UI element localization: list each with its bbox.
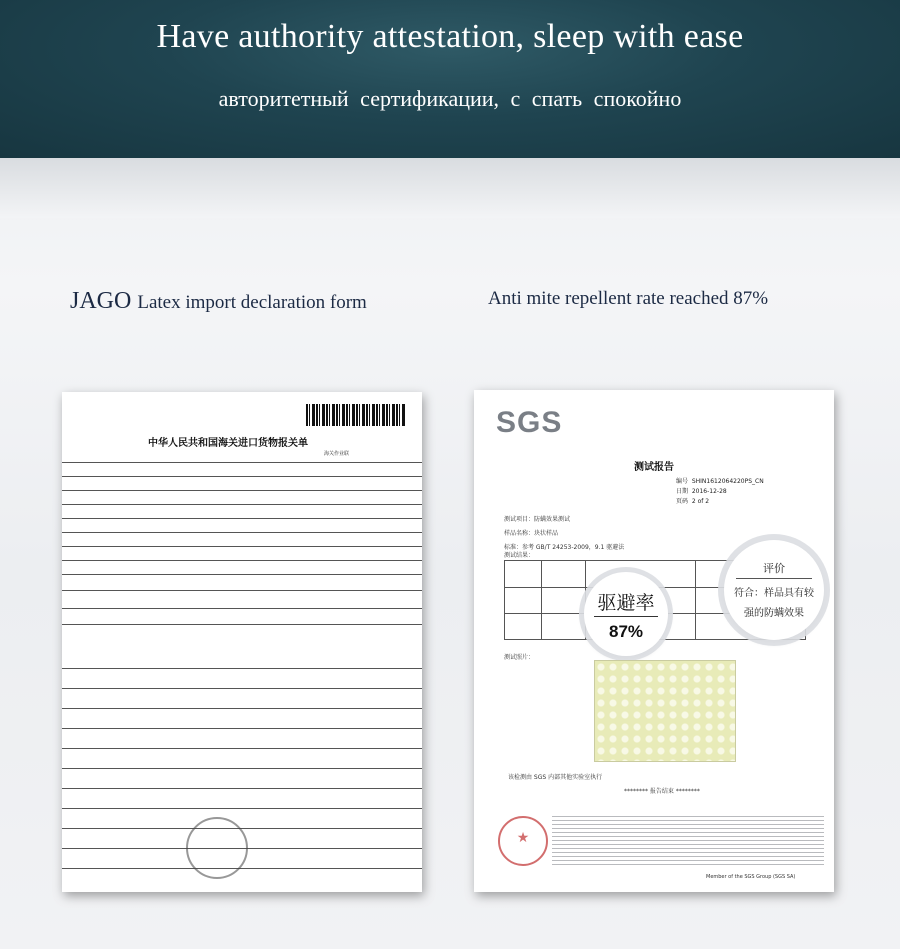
sgs-logo: SGS	[496, 406, 563, 439]
form-line	[62, 518, 422, 519]
caption-right: Anti mite repellent rate reached 87%	[488, 288, 769, 309]
report-page: 2 of 2	[691, 498, 710, 505]
report-page-line	[676, 496, 709, 505]
form-line	[62, 708, 422, 709]
star-icon: ★	[516, 830, 530, 846]
end-note: ******** 报告结束 ********	[624, 788, 700, 795]
form-line	[62, 476, 422, 477]
report-number: SHIN1612064220PS_CN	[691, 478, 764, 485]
form-line	[62, 728, 422, 729]
declaration-form-title: 中华人民共和国海关进口货物报关单	[148, 438, 308, 449]
form-line	[62, 768, 422, 769]
form-line	[62, 532, 422, 533]
report-page-label: 页码	[676, 498, 689, 505]
caption-left	[70, 288, 367, 315]
caption-left-text: Latex import declaration form	[137, 292, 367, 313]
brand-name: JAGO	[70, 288, 132, 314]
footer-note: 该检测由 SGS 内部其他实验室执行	[508, 774, 603, 781]
table-line	[695, 561, 696, 639]
form-line	[62, 560, 422, 561]
repellent-rate-divider	[594, 616, 658, 617]
report-date-label: 日期	[676, 488, 689, 495]
fine-print	[552, 816, 824, 868]
banner-subtitle: авторитетный сертификации, с спать спокойно	[218, 86, 682, 111]
test-item: 测试项目：防螨效果测试	[504, 516, 571, 523]
form-line	[62, 688, 422, 689]
report-date: 2016-12-28	[691, 488, 727, 495]
evaluation-divider	[736, 578, 812, 579]
form-line	[62, 574, 422, 575]
test-standard: 标准：参考 GB/T 24253-2009，9.1 驱避法	[504, 544, 625, 551]
evaluation-callout	[724, 540, 824, 640]
photo-heading: 测试照片：	[504, 654, 535, 661]
member-note: Member of the SGS Group (SGS SA)	[706, 874, 796, 880]
customs-stamp	[186, 817, 248, 879]
table-line	[541, 561, 542, 639]
report-number-line	[676, 476, 764, 485]
declaration-form-image	[62, 392, 422, 892]
repellent-rate-label: 驱避率	[597, 592, 655, 614]
form-line	[62, 624, 422, 625]
form-line	[62, 748, 422, 749]
sample-name: 样品名称：块状样品	[504, 530, 559, 537]
form-line	[62, 504, 422, 505]
form-line	[62, 608, 422, 609]
form-line	[62, 868, 422, 869]
sgs-red-stamp	[498, 816, 548, 866]
repellent-rate-value: 87%	[608, 622, 644, 641]
barcode	[306, 404, 406, 426]
result-heading: 测试结果：	[504, 552, 535, 559]
form-line	[62, 462, 422, 463]
banner-title: Have authority attestation, sleep with ease	[156, 18, 744, 55]
report-title: 测试报告	[634, 462, 674, 473]
declaration-form-subtitle: 海关作业联	[324, 451, 350, 457]
light-band	[0, 158, 900, 218]
sgs-report-image	[474, 390, 834, 892]
header-banner	[0, 0, 900, 158]
form-line	[62, 546, 422, 547]
form-line	[62, 668, 422, 669]
form-line	[62, 490, 422, 491]
repellent-rate-callout	[584, 572, 668, 656]
form-line	[62, 788, 422, 789]
form-line	[62, 808, 422, 809]
latex-sample-photo	[594, 660, 736, 762]
report-date-line	[676, 486, 727, 495]
form-line	[62, 590, 422, 591]
report-number-label: 编号	[676, 478, 689, 485]
evaluation-result: 符合：样品具有较强的防螨效果	[734, 588, 814, 619]
evaluation-label: 评价	[763, 562, 785, 575]
